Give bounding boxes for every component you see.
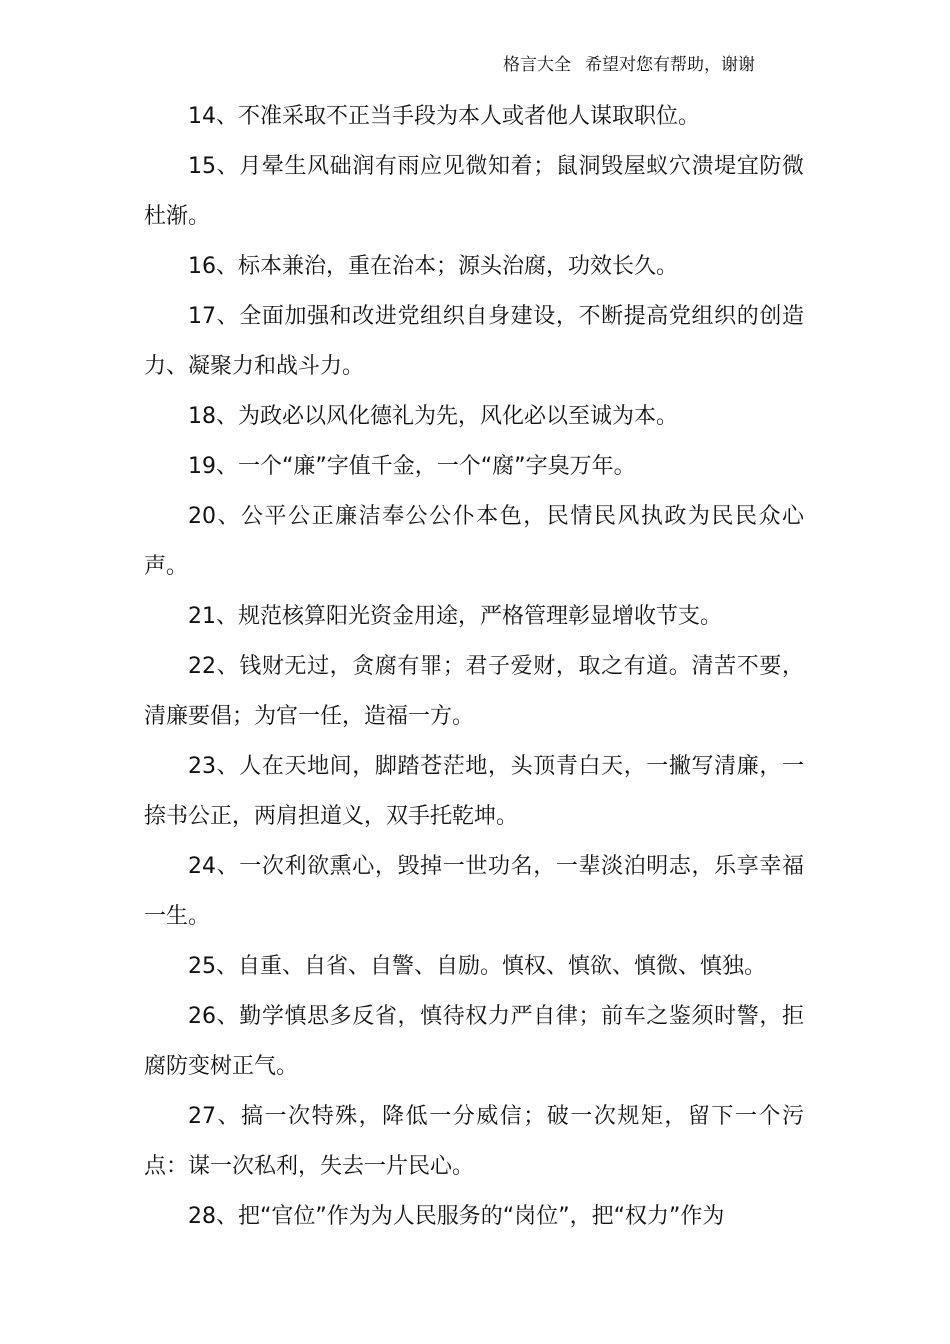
paragraph-17: 17、全面加强和改进党组织自身建设，不断提高党组织的创造力、凝聚力和战斗力。 bbox=[144, 304, 804, 379]
page-header bbox=[503, 52, 755, 78]
paragraph-26: 26、勤学慎思多反省，慎待权力严自律；前车之鉴须时警，拒腐防变树正气。 bbox=[144, 1004, 804, 1079]
paragraph-14: 14、不准采取不正当手段为本人或者他人谋取职位。 bbox=[188, 104, 700, 129]
paragraph-28: 28、把“官位”作为为人民服务的“岗位”，把“权力”作为 bbox=[188, 1204, 725, 1229]
paragraph-24: 24、一次利欲熏心，毁掉一世功名，一辈淡泊明志，乐享幸福一生。 bbox=[144, 854, 804, 929]
paragraph-22: 22、钱财无过，贪腐有罪；君子爱财，取之有道。清苦不要，清廉要倡；为官一任，造福一方。 bbox=[144, 654, 804, 729]
paragraph-20: 20、公平公正廉洁奉公公仆本色，民情民风执政为民民众心声。 bbox=[144, 504, 804, 579]
paragraph-18: 18、为政必以风化德礼为先，风化必以至诚为本。 bbox=[188, 404, 678, 429]
paragraph-27: 27、搞一次特殊，降低一分威信；破一次规矩，留下一个污点：谋一次私利，失去一片民心。 bbox=[144, 1104, 804, 1179]
paragraph-15: 15、月晕生风础润有雨应见微知着；鼠洞毁屋蚁穴溃堤宜防微杜渐。 bbox=[144, 154, 804, 229]
paragraph-25: 25、自重、自省、自警、自励。慎权、慎欲、慎微、慎独。 bbox=[188, 954, 766, 979]
paragraph-23: 23、人在天地间，脚踏苍茫地，头顶青白天，一撇写清廉，一捺书公正，两肩担道义，双手托乾坤。 bbox=[144, 754, 804, 829]
document-body bbox=[144, 92, 804, 1242]
header-title: 格言大全 bbox=[503, 55, 571, 75]
paragraph-21: 21、规范核算阳光资金用途，严格管理彰显增收节支。 bbox=[188, 604, 722, 629]
paragraph-16: 16、标本兼治，重在治本；源头治腐，功效长久。 bbox=[188, 254, 678, 279]
header-note: 希望对您有帮助，谢谢 bbox=[585, 55, 755, 75]
paragraph-19: 19、一个“廉”字值千金，一个“腐”字臭万年。 bbox=[188, 454, 636, 479]
